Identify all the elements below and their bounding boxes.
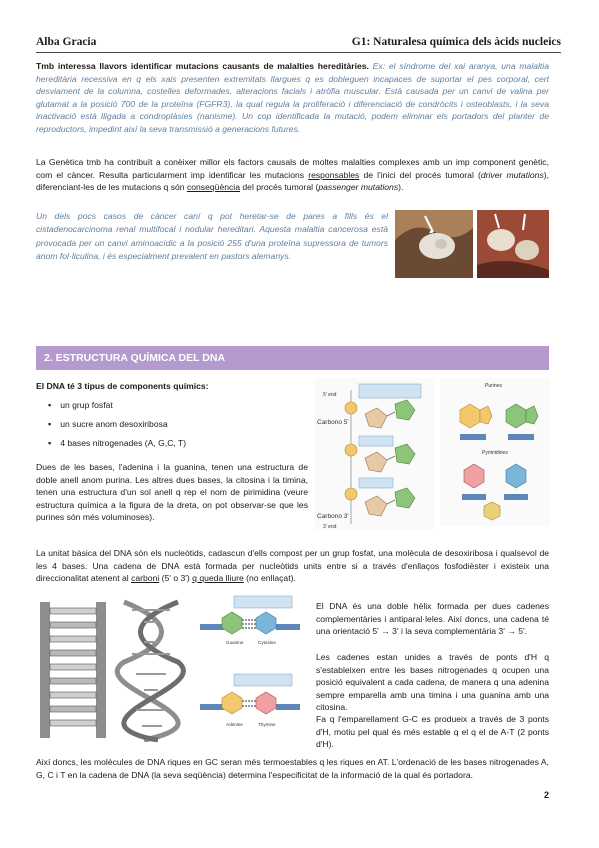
fig-label-cytosine: Cytosine [258,640,276,645]
genetics-paragraph [36,156,549,194]
fig-label-carbono-5: Carbono 5' [317,419,349,426]
genetics-italic-2: passenger mutations [318,182,399,193]
fig-label-carbono-3: Carbono 3' [317,513,349,520]
intro-paragraph [36,60,549,136]
fig-label-pyrimidines: Pyrimidines [482,450,508,456]
header-divider [36,52,561,53]
genetics-italic-1: driver mutations [480,169,544,180]
genetics-text-2: de l'inici del procés tumoral ( [359,169,481,180]
nucleotide-underline-1: carboni [131,573,160,584]
nucleotide-text-2: (5' o 3') [159,573,193,584]
double-helix-figure [114,598,188,742]
genetics-text-5: ). [398,182,404,193]
nucleotide-text-3: (no enllaçat). [243,573,296,584]
header-title: G1: Naturalesa química dels àcids nucleics [351,36,561,48]
genetics-underline-2: conseqüència [186,182,240,193]
nucleotide-underline-2: q queda lliure [192,573,244,584]
base-pairing-figure [192,594,308,744]
nucleotide-text-1: La unitat bàsica del DNA són els nucleòtids, cadascun d'ells compost per un grup fosfat, una molècula de desoxiribosa i qualsevol de les 4 bases. Una cadena de DNA està formada per nucleòtids units entre si a través d'enllaços fosfodièster i existeix una direccionalitat atenent al [36,548,549,584]
nucleotide-paragraph [36,547,549,585]
helix-paragraph-3: Fa q l'emparellament G-C es produeix a través de 3 ponts d'H, motiu pel qual és més estable q el q el de A-T (2 ponts d'H). [316,714,549,750]
nucleotide-structure-figure [315,378,435,530]
fig-label-purines: Purines [485,383,502,389]
genetics-underline-1: responsables [308,169,360,180]
header-author: Alba Gracia [36,36,97,48]
fig-label-3-end: 3' end [323,524,337,530]
fig-label-guanine: Guanine [226,640,244,645]
genetics-text-4: del procés tumoral ( [240,182,319,193]
list-item: ▪ un grup fosfat [48,396,186,415]
bases-paragraph: Dues de les bases, l'adenina i la guanina, tenen una estructura de doble anell anom purina. Les altres dues bases, la citosina i la timina, tenen una estructura d'un sol anell q rep el nom de pirimidina (veure estructura química a la figura de la dreta, on pot observar-se que les purines són més voluminoses). [36,462,308,523]
helix-paragraph-2: Les cadenes estan unides a través de ponts d'H q s'estableixen entre les bases nitrogenades q ocupen una posició equivalent a cada cadena, de manera q una adenina sempre emparella amb una timina i una guanina amb una citosina. [316,652,549,713]
list-item: ▪ un sucre anom desoxiribosa [48,415,186,434]
fig-label-thymine: Thymine [258,722,276,727]
uracil-icon [484,502,500,520]
canine-paragraph: Un dels pocs casos de càncer caní q pot heretar-se de pares a fills és el cistadenocarcinoma renal multifocal i nodular hereditari. Aquesta malaltia cancerosa està provocada per un canvi aminoacídic a la posició 255 d'una proteïna supressora de tumors anom fol·liculina, i és especialment prevalent en pastors alemanys. [36,211,388,262]
components-list [48,396,186,453]
fig-label-5-end: 5' end [323,392,337,398]
closing-paragraph: Així doncs, les molècules de DNA riques en GC seran més termoestables q les riques en AT. L'ordenació de les bases nitrogenades A, G, C i T en la cadena de DNA (la seva seqüència) determina l'especificitat de la informació de la qual és portadora. [36,757,549,780]
intro-lead: Tmb interessa llavors identificar mutacions causants de malalties hereditàries. [36,61,369,71]
nitrogen-bases-figure [440,378,550,526]
dog-kidney-photo-1 [395,210,473,278]
genetics-text-3: ), diferenciant-les de les mutacions q són [36,169,549,193]
fig-label-adenine: Adenine [226,722,243,727]
page-number: 2 [543,790,549,800]
helix-paragraph-1: El DNA és una doble hèlix formada per dues cadenes complementàries i antiparal·leles. Així doncs, una cadena té una orientació 5' → 3' i la seva complementària 3' → 5'. [316,601,549,637]
genetics-text-1: La Genètica tmb ha contribuït a conèixer millor els factors causals de moltes malalties complexes amb un imp component genètic, com el càncer. Resulta particularment imp identificar les mutacions [36,157,549,180]
intro-example: Ex: el síndrome del xai aranya, una malaltia hereditària recessiva en q els xais presenten extremitats llargues q es dobleguen incapaces de suportar el pes corporal, cert desviament de la columna, costelles deformades, alteracions facials i atròfia muscular. Està causada per un canvi de valina per glutamat a la posició 700 de la proteïna (FGFR3), la qual regula la proliferació i diferenciació de condròcits i osteoblasts, i la seva inactivació està lligada a condroplàsies (nanisme). Un cop identificada la mutació, podem eliminar els portadors del planter de reproductors, impedint així la seva transmissió a generacions futures. [36,61,549,134]
section-header: 2. ESTRUCTURA QUÍMICA DEL DNA [36,346,549,370]
components-intro: El DNA té 3 tipus de components químics: [36,381,209,391]
list-item: ▪ 4 bases nitrogenades (A, G,C, T) [48,434,186,453]
dog-kidney-photo-2 [477,210,549,278]
dna-ladder-figure [36,598,110,742]
